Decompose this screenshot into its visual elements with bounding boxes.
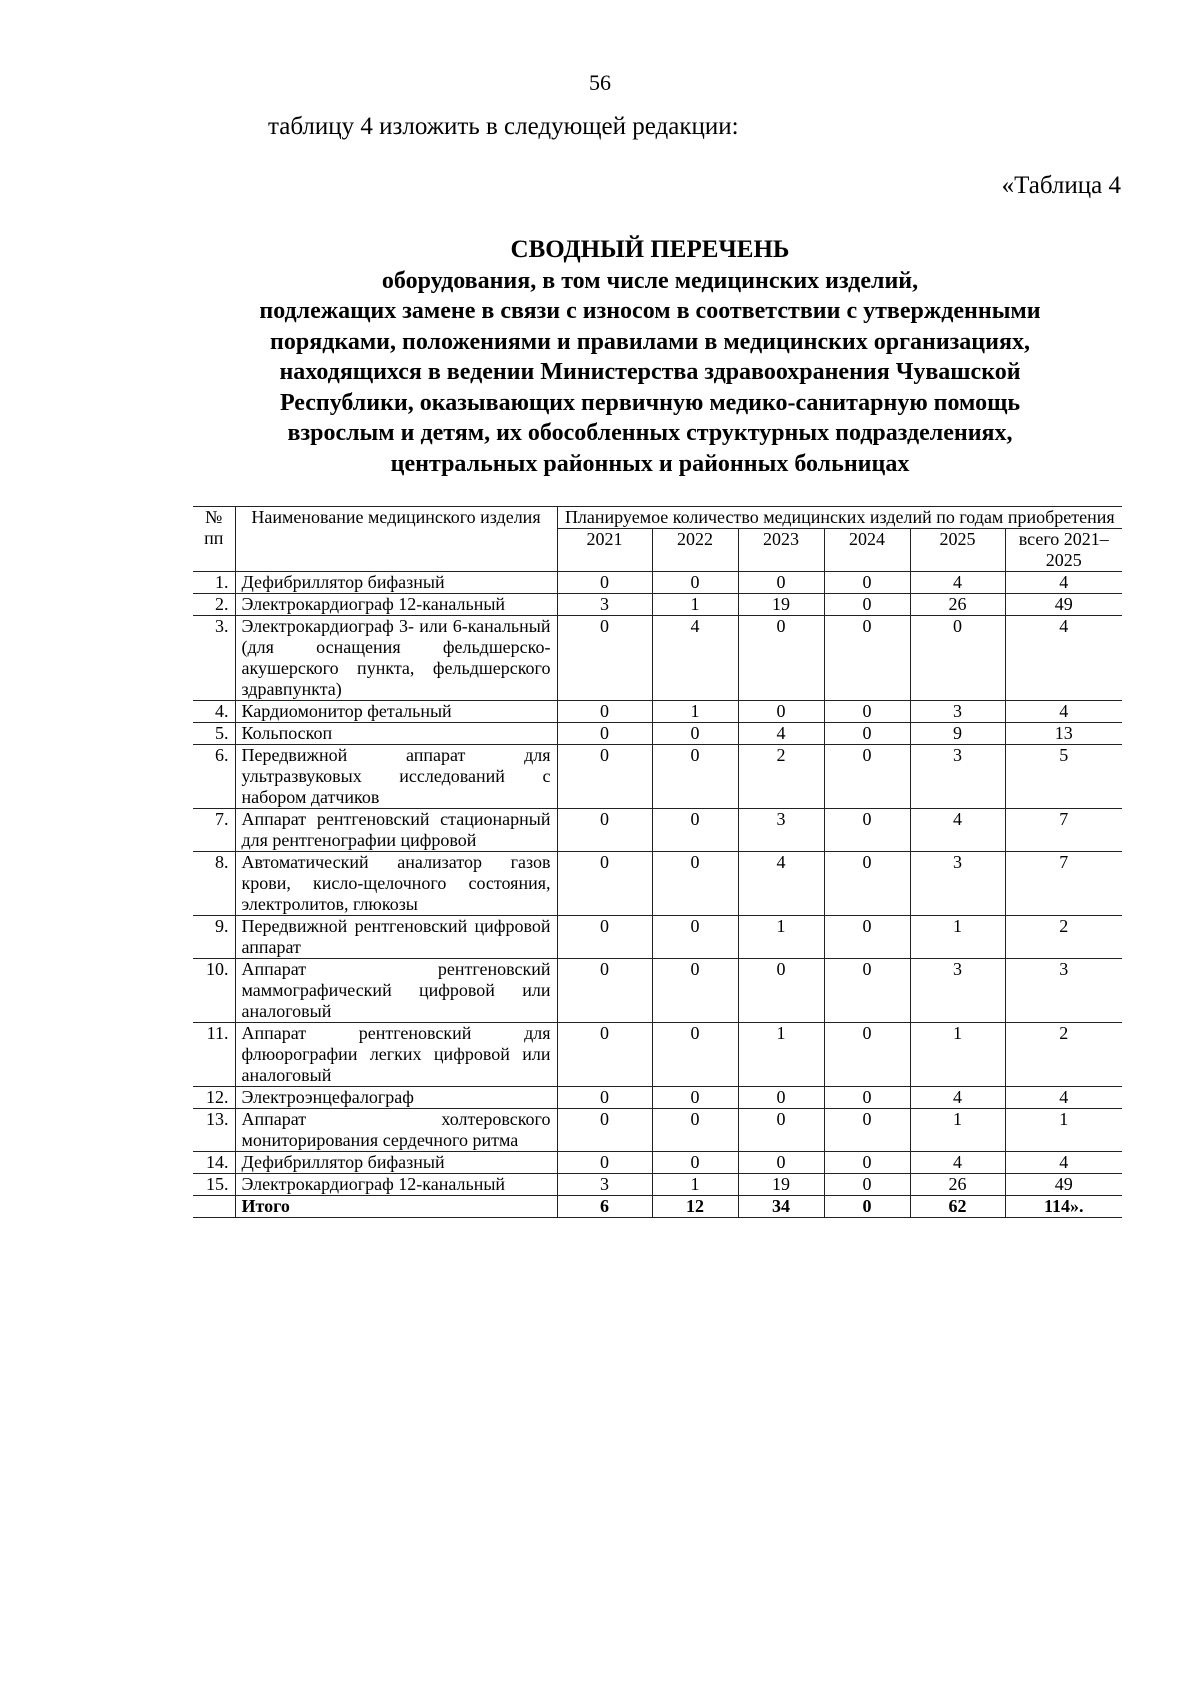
header-year: всего 2021–2025 [1005, 529, 1122, 572]
year-quantity: 0 [738, 1152, 824, 1174]
year-quantity: 0 [652, 572, 738, 594]
subtitle-line: порядками, положениями и правилами в медицинских организациях, [270, 328, 1030, 355]
year-quantity: 0 [557, 959, 652, 1023]
year-quantity: 0 [910, 616, 1005, 701]
year-quantity: 6 [557, 1196, 652, 1218]
year-quantity: 26 [910, 1174, 1005, 1196]
year-quantity: 0 [652, 745, 738, 809]
year-quantity: 4 [910, 809, 1005, 852]
year-quantity: 9 [910, 723, 1005, 745]
device-name: Автоматический анализатор газов крови, кисло-щелочного состояния, электролитов, глюкозы [235, 852, 557, 916]
year-quantity: 0 [738, 572, 824, 594]
year-quantity: 1 [738, 916, 824, 959]
row-number: 4. [193, 701, 235, 723]
year-quantity: 0 [557, 1023, 652, 1087]
total-quantity: 2 [1005, 916, 1122, 959]
year-quantity: 0 [652, 1087, 738, 1109]
header-year: 2025 [910, 529, 1005, 572]
device-name: Электрокардиограф 3- или 6-канальный (для оснащения фельдшерско-акушерского пункта, фельдшерского здравпункта) [235, 616, 557, 701]
table-row [193, 572, 1122, 594]
table-row [193, 1087, 1122, 1109]
header-year: 2023 [738, 529, 824, 572]
table-body [193, 572, 1122, 1218]
table-row [193, 809, 1122, 852]
device-name: Кольпоскоп [235, 723, 557, 745]
row-number: 2. [193, 594, 235, 616]
year-quantity: 0 [738, 959, 824, 1023]
total-quantity: 3 [1005, 959, 1122, 1023]
year-quantity: 1 [738, 1023, 824, 1087]
year-quantity: 0 [824, 1196, 910, 1218]
year-quantity: 0 [652, 1023, 738, 1087]
total-quantity: 7 [1005, 809, 1122, 852]
total-quantity: 2 [1005, 1023, 1122, 1087]
year-quantity: 0 [557, 1152, 652, 1174]
year-quantity: 1 [652, 701, 738, 723]
year-quantity: 0 [557, 916, 652, 959]
total-quantity: 5 [1005, 745, 1122, 809]
table-row [193, 852, 1122, 916]
year-quantity: 1 [910, 1109, 1005, 1152]
year-quantity: 0 [557, 723, 652, 745]
year-quantity: 0 [557, 1109, 652, 1152]
year-quantity: 1 [910, 1023, 1005, 1087]
year-quantity: 3 [557, 594, 652, 616]
row-number: 7. [193, 809, 235, 852]
year-quantity: 12 [652, 1196, 738, 1218]
year-quantity: 0 [824, 594, 910, 616]
year-quantity: 0 [738, 701, 824, 723]
row-number: 10. [193, 959, 235, 1023]
year-quantity: 3 [738, 809, 824, 852]
subtitle-line: взрослым и детям, их обособленных структурных подразделениях, [287, 420, 1013, 446]
device-name: Кардиомонитор фетальный [235, 701, 557, 723]
year-quantity: 0 [652, 916, 738, 959]
year-quantity: 0 [738, 1087, 824, 1109]
table-row [193, 616, 1122, 701]
device-name: Дефибриллятор бифазный [235, 572, 557, 594]
device-name: Электрокардиограф 12-канальный [235, 594, 557, 616]
year-quantity: 3 [910, 701, 1005, 723]
total-quantity: 4 [1005, 1087, 1122, 1109]
year-quantity: 4 [738, 852, 824, 916]
subtitle-line: Республики, оказывающих первичную медико-санитарную помощь [279, 389, 1021, 416]
device-name: Аппарат рентгеновский для флюорографии легких цифровой или аналоговый [235, 1023, 557, 1087]
header-year: 2024 [824, 529, 910, 572]
year-quantity: 0 [824, 959, 910, 1023]
table-header [193, 507, 1122, 572]
table-row [193, 745, 1122, 809]
row-number: 12. [193, 1087, 235, 1109]
device-name: Аппарат холтеровского мониторирования сердечного ритма [235, 1109, 557, 1152]
year-quantity: 0 [652, 1152, 738, 1174]
row-number: 15. [193, 1174, 235, 1196]
total-quantity: 49 [1005, 594, 1122, 616]
document-title: СВОДНЫЙ ПЕРЕЧЕНЬ [510, 236, 790, 263]
year-quantity: 0 [557, 616, 652, 701]
table-row [193, 1109, 1122, 1152]
row-number: 14. [193, 1152, 235, 1174]
total-quantity: 4 [1005, 1152, 1122, 1174]
row-number [193, 1196, 235, 1218]
total-quantity: 49 [1005, 1174, 1122, 1196]
total-quantity: 13 [1005, 723, 1122, 745]
year-quantity: 0 [824, 1023, 910, 1087]
row-number: 3. [193, 616, 235, 701]
table-row [193, 916, 1122, 959]
row-number: 5. [193, 723, 235, 745]
total-quantity: 114». [1005, 1196, 1122, 1218]
intro-text: таблицу 4 изложить в следующей редакции: [268, 113, 739, 140]
year-quantity: 0 [557, 852, 652, 916]
year-quantity: 0 [824, 572, 910, 594]
year-quantity: 0 [824, 723, 910, 745]
equipment-table [193, 506, 1122, 1218]
subtitle-line: подлежащих замене в связи с износом в соответствии с утвержденными [259, 298, 1041, 324]
table-row [193, 723, 1122, 745]
year-quantity: 0 [738, 616, 824, 701]
table-total-row [193, 1196, 1122, 1218]
header-year: 2022 [652, 529, 738, 572]
year-quantity: 0 [738, 1109, 824, 1152]
year-quantity: 0 [652, 809, 738, 852]
row-number: 6. [193, 745, 235, 809]
header-year: 2021 [557, 529, 652, 572]
year-quantity: 3 [910, 852, 1005, 916]
year-quantity: 4 [652, 616, 738, 701]
year-quantity: 0 [557, 1087, 652, 1109]
year-quantity: 62 [910, 1196, 1005, 1218]
year-quantity: 3 [910, 959, 1005, 1023]
year-quantity: 4 [910, 1087, 1005, 1109]
header-name: Наименование медицинского изделия [235, 507, 557, 572]
table-row [193, 701, 1122, 723]
year-quantity: 0 [557, 572, 652, 594]
device-name: Электрокардиограф 12-канальный [235, 1174, 557, 1196]
year-quantity: 0 [652, 723, 738, 745]
year-quantity: 2 [738, 745, 824, 809]
year-quantity: 0 [557, 809, 652, 852]
device-name: Электроэнцефалограф [235, 1087, 557, 1109]
device-name: Дефибриллятор бифазный [235, 1152, 557, 1174]
document-title-block [180, 235, 1120, 479]
year-quantity: 19 [738, 594, 824, 616]
year-quantity: 0 [557, 701, 652, 723]
year-quantity: 0 [824, 616, 910, 701]
year-quantity: 3 [557, 1174, 652, 1196]
year-quantity: 3 [910, 745, 1005, 809]
year-quantity: 0 [824, 916, 910, 959]
header-number: № пп [193, 507, 235, 572]
year-quantity: 19 [738, 1174, 824, 1196]
year-quantity: 0 [557, 745, 652, 809]
table-row [193, 1152, 1122, 1174]
year-quantity: 4 [738, 723, 824, 745]
year-quantity: 34 [738, 1196, 824, 1218]
row-number: 1. [193, 572, 235, 594]
row-number: 9. [193, 916, 235, 959]
row-number: 13. [193, 1109, 235, 1152]
total-quantity: 4 [1005, 572, 1122, 594]
year-quantity: 0 [652, 852, 738, 916]
page-number: 56 [589, 70, 611, 95]
device-name: Передвижной аппарат для ультразвуковых исследований с набором датчиков [235, 745, 557, 809]
year-quantity: 4 [910, 1152, 1005, 1174]
row-number: 8. [193, 852, 235, 916]
header-planned: Планируемое количество медицинских изделий по годам приобретения [557, 507, 1122, 529]
total-quantity: 7 [1005, 852, 1122, 916]
table-row [193, 959, 1122, 1023]
year-quantity: 1 [910, 916, 1005, 959]
total-quantity: 4 [1005, 701, 1122, 723]
table-row [193, 594, 1122, 616]
year-quantity: 0 [652, 959, 738, 1023]
total-quantity: 1 [1005, 1109, 1122, 1152]
table-row [193, 1023, 1122, 1087]
year-quantity: 0 [824, 852, 910, 916]
device-name: Передвижной рентгеновский цифровой аппарат [235, 916, 557, 959]
year-quantity: 0 [824, 1087, 910, 1109]
year-quantity: 0 [824, 745, 910, 809]
device-name: Итого [235, 1196, 557, 1218]
device-name: Аппарат рентгеновский стационарный для рентгенографии цифровой [235, 809, 557, 852]
table-label: «Таблица 4 [1001, 172, 1121, 199]
year-quantity: 0 [824, 1109, 910, 1152]
year-quantity: 0 [824, 1174, 910, 1196]
year-quantity: 0 [824, 809, 910, 852]
device-name: Аппарат рентгеновский маммографический цифровой или аналоговый [235, 959, 557, 1023]
subtitle-line: оборудования, в том числе медицинских изделий, [381, 267, 919, 294]
subtitle-line: находящихся в ведении Министерства здравоохранения Чувашской [279, 359, 1021, 385]
table-row [193, 1174, 1122, 1196]
year-quantity: 0 [652, 1109, 738, 1152]
year-quantity: 0 [824, 701, 910, 723]
row-number: 11. [193, 1023, 235, 1087]
year-quantity: 26 [910, 594, 1005, 616]
year-quantity: 0 [824, 1152, 910, 1174]
year-quantity: 1 [652, 594, 738, 616]
year-quantity: 4 [910, 572, 1005, 594]
total-quantity: 4 [1005, 616, 1122, 701]
subtitle-line: центральных районных и районных больницах [390, 450, 910, 477]
year-quantity: 1 [652, 1174, 738, 1196]
